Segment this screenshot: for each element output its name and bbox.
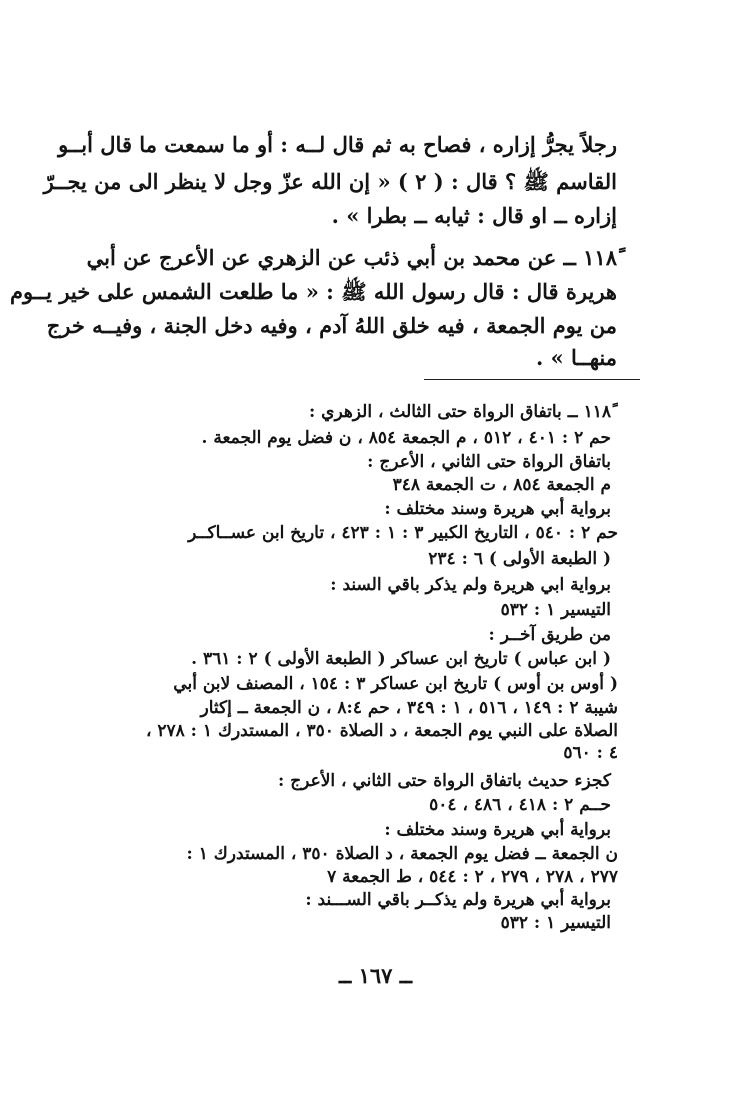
footnote-line: التيسير ١ : ٥٣٢ bbox=[500, 600, 611, 620]
footnote-divider bbox=[424, 379, 640, 380]
footnote-line: من طريق آخــر : bbox=[488, 625, 611, 645]
main-text-line: القاسم ﷺ ؟ قال : ( ٢ ) « إن الله عزّ وجل لا ينظر الى من يجــرّ bbox=[43, 169, 617, 194]
main-text-line: إزاره ــ او قال : ثيابه ــ بطرا » . bbox=[331, 203, 617, 228]
footnote-line: كجزء حديث باتفاق الرواة حتى الثاني ، الأعرج : bbox=[278, 771, 611, 791]
footnote-line: ( ابن عباس ) تاريخ ابن عساكر ( الطبعة الأولى ) ٢ : ٣٦١ . bbox=[191, 649, 611, 669]
footnote-line: ( أوس بن أوس ) تاريخ ابن عساكر ٣ : ١٥٤ ، المصنف لابن أبي bbox=[173, 674, 618, 694]
footnote-line: حم ٢ : ٤٠١ ، ٥١٢ ، م الجمعة ٨٥٤ ، ن فضل يوم الجمعة . bbox=[201, 428, 611, 448]
footnote-line: حم ٢ : ٥٤٠ ، التاريخ الكبير ٣ : ١ : ٤٢٣ ، تاريخ ابن عســاكــر bbox=[188, 523, 618, 543]
footnote-line: ٢٧٧ ، ٢٧٨ ، ٢٧٩ ، ٢ : ٥٤٤ ، ط الجمعة ٧ bbox=[327, 867, 618, 887]
footnote-line: ( الطبعة الأولى ) ٦ : ٢٣٤ bbox=[428, 549, 611, 569]
footnote-line: حــم ٢ : ٤١٨ ، ٤٨٦ ، ٥٠٤ bbox=[429, 795, 611, 815]
main-text-line: رجلاً يجرُّ إزاره ، فصاح به ثم قال لــه : أو ما سمعت ما قال أبــو bbox=[58, 132, 617, 157]
footnote-line: ١١٨ً ــ باتفاق الرواة حتى الثالث ، الزهري : bbox=[308, 402, 611, 422]
footnote-line: ن الجمعة ــ فضل يوم الجمعة ، د الصلاة ٣٥٠ ، المستدرك ١ : bbox=[186, 844, 618, 864]
page-number: ــ ١٦٧ ــ bbox=[338, 963, 413, 988]
footnote-line: برواية أبي هريرة ولم يذكــر باقي الســـند : bbox=[305, 890, 611, 910]
main-text-line: هريرة قال : قال رسول الله ﷺ : « ما طلعت الشمس على خير يــوم bbox=[10, 279, 617, 304]
footnote-line: التيسير ١ : ٥٣٢ bbox=[500, 913, 611, 933]
footnote-line: م الجمعة ٨٥٤ ، ت الجمعة ٣٤٨ bbox=[392, 475, 611, 495]
main-text-line: منهــا » . bbox=[535, 345, 617, 370]
main-text-line: ١١٨ً ــ عن محمد بن أبي ذئب عن الزهري عن الأعرج عن أبي bbox=[86, 245, 617, 270]
footnote-line: باتفاق الرواة حتى الثاني ، الأعرج : bbox=[367, 452, 611, 472]
footnote-line: شيبة ٢ : ١٤٩ ، ٥١٦ ، ١ : ٣٤٩ ، حم ٨:٤ ، ن الجمعة ــ إكثار bbox=[200, 698, 618, 718]
footnote-line: برواية أبي هريرة وسند مختلف : bbox=[384, 820, 611, 840]
footnote-line: برواية ابي هريرة ولم يذكر باقي السند : bbox=[330, 575, 611, 595]
main-text-line: من يوم الجمعة ، فيه خلق اللهُ آدم ، وفيه دخل الجنة ، وفيــه خرج bbox=[46, 313, 617, 338]
footnote-line: الصلاة على النبي يوم الجمعة ، د الصلاة ٣٥٠ ، المستدرك ١ : ٢٧٨ ، bbox=[145, 721, 618, 741]
footnote-line: برواية أبي هريرة وسند مختلف : bbox=[384, 499, 611, 519]
footnote-line: ٤ : ٥٦٠ bbox=[563, 743, 618, 763]
